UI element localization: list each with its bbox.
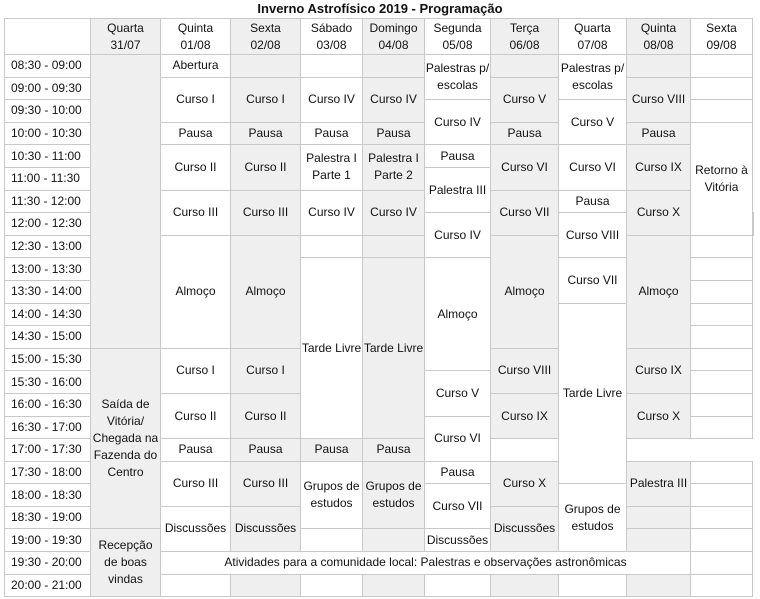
empty-cell bbox=[363, 55, 425, 78]
time-slot: 13:30 - 14:00 bbox=[5, 280, 91, 303]
event-cell: Almoço bbox=[425, 258, 491, 371]
empty-cell bbox=[691, 348, 753, 371]
empty-cell bbox=[691, 484, 753, 507]
event-cell: Pausa bbox=[491, 122, 559, 145]
event-cell: Pausa bbox=[301, 122, 363, 145]
event-cell: Retorno à Vitória bbox=[691, 122, 753, 235]
event-cell: Curso III bbox=[161, 461, 231, 506]
event-cell: Pausa bbox=[231, 122, 301, 145]
event-cell: Grupos de estudos bbox=[559, 484, 627, 552]
event-cell: Curso IX bbox=[491, 393, 559, 438]
time-slot: 19:00 - 19:30 bbox=[5, 529, 91, 552]
corner-cell bbox=[5, 19, 91, 55]
empty-cell bbox=[425, 574, 491, 597]
empty-cell bbox=[691, 416, 753, 439]
time-slot: 19:30 - 20:00 bbox=[5, 552, 91, 575]
time-slot: 12:00 - 12:30 bbox=[5, 213, 91, 236]
empty-cell bbox=[91, 55, 161, 349]
event-cell: Curso VII bbox=[559, 258, 627, 303]
empty-cell bbox=[627, 506, 691, 529]
event-cell: Curso V bbox=[559, 100, 627, 145]
event-cell: Pausa bbox=[231, 439, 301, 462]
event-cell: Discussões bbox=[491, 506, 559, 551]
schedule-table bbox=[4, 18, 754, 597]
time-row bbox=[5, 55, 754, 78]
event-cell: Curso IV bbox=[425, 100, 491, 145]
empty-cell bbox=[491, 55, 559, 78]
event-cell: Curso III bbox=[231, 461, 301, 506]
event-cell: Grupos de estudos bbox=[301, 461, 363, 529]
page-title: Inverno Astrofísico 2019 - Programação bbox=[257, 1, 503, 16]
event-cell: Pausa bbox=[161, 122, 231, 145]
day-header: Sábado 03/08 bbox=[301, 19, 363, 55]
event-cell: Curso II bbox=[161, 145, 231, 190]
event-cell: Curso V bbox=[491, 77, 559, 122]
event-cell: Abertura bbox=[161, 55, 231, 78]
empty-cell bbox=[691, 506, 753, 529]
empty-cell bbox=[231, 55, 301, 78]
event-cell: Curso I bbox=[231, 348, 301, 393]
empty-cell bbox=[691, 280, 753, 303]
event-cell: Curso X bbox=[627, 393, 691, 438]
time-slot: 09:00 - 09:30 bbox=[5, 77, 91, 100]
empty-cell bbox=[691, 529, 753, 552]
event-cell: Curso IV bbox=[425, 213, 491, 258]
time-slot: 10:30 - 11:00 bbox=[5, 145, 91, 168]
day-header: Quarta 31/07 bbox=[91, 19, 161, 55]
time-slot: 12:30 - 13:00 bbox=[5, 235, 91, 258]
event-cell: Curso VII bbox=[491, 190, 559, 235]
time-slot: 14:00 - 14:30 bbox=[5, 303, 91, 326]
empty-cell bbox=[363, 574, 425, 597]
event-cell: Curso IV bbox=[363, 190, 425, 235]
event-cell: Curso VI bbox=[425, 416, 491, 461]
time-slot: 10:00 - 10:30 bbox=[5, 122, 91, 145]
event-cell: Palestra I Parte 1 bbox=[301, 145, 363, 190]
empty-cell bbox=[363, 529, 425, 552]
event-cell: Curso II bbox=[231, 145, 301, 190]
empty-cell bbox=[691, 235, 753, 258]
event-cell: Curso VIII bbox=[559, 213, 627, 258]
day-header: Sexta 02/08 bbox=[231, 19, 301, 55]
empty-cell bbox=[301, 574, 363, 597]
time-slot: 17:30 - 18:00 bbox=[5, 461, 91, 484]
event-cell: Grupos de estudos bbox=[363, 461, 425, 529]
empty-cell bbox=[691, 258, 753, 281]
empty-cell bbox=[691, 77, 753, 100]
day-header: Sexta 09/08 bbox=[691, 19, 753, 55]
time-slot: 14:30 - 15:00 bbox=[5, 326, 91, 349]
day-header: Terça 06/08 bbox=[491, 19, 559, 55]
event-cell: Pausa bbox=[425, 461, 491, 484]
event-cell: Almoço bbox=[231, 235, 301, 348]
time-slot: 11:30 - 12:00 bbox=[5, 190, 91, 213]
empty-cell bbox=[691, 55, 753, 78]
event-cell: Curso II bbox=[231, 393, 301, 438]
time-slot: 18:00 - 18:30 bbox=[5, 484, 91, 507]
event-cell: Curso IV bbox=[301, 190, 363, 235]
time-slot: 16:00 - 16:30 bbox=[5, 393, 91, 416]
event-cell: Curso IX bbox=[627, 145, 691, 190]
event-cell: Curso II bbox=[161, 393, 231, 438]
empty-cell bbox=[691, 100, 753, 123]
time-row bbox=[5, 529, 754, 552]
event-cell: Pausa bbox=[627, 122, 691, 145]
empty-cell bbox=[161, 574, 231, 597]
event-cell: Discussões bbox=[231, 506, 301, 551]
day-header: Quinta 08/08 bbox=[627, 19, 691, 55]
empty-cell bbox=[301, 235, 363, 258]
time-slot: 08:30 - 09:00 bbox=[5, 55, 91, 78]
empty-cell bbox=[691, 552, 753, 575]
empty-cell bbox=[627, 529, 691, 552]
event-cell: Tarde Livre bbox=[559, 303, 627, 484]
empty-cell bbox=[301, 529, 363, 552]
event-cell: Discussões bbox=[161, 506, 231, 551]
day-header: Quarta 07/08 bbox=[559, 19, 627, 55]
event-cell: Pausa bbox=[161, 439, 231, 462]
event-cell: Tarde Livre bbox=[301, 258, 363, 439]
day-header: Domingo 04/08 bbox=[363, 19, 425, 55]
event-cell: Curso VII bbox=[425, 484, 491, 529]
event-cell: Recepção de boas vindas bbox=[91, 529, 161, 597]
event-cell: Curso VIII bbox=[627, 77, 691, 122]
event-cell: Curso X bbox=[491, 461, 559, 506]
event-cell: Almoço bbox=[627, 235, 691, 348]
time-slot: 17:00 - 17:30 bbox=[5, 439, 91, 462]
empty-cell bbox=[691, 371, 753, 394]
event-cell: Palestra I Parte 2 bbox=[363, 145, 425, 190]
empty-cell bbox=[691, 574, 753, 597]
empty-cell bbox=[301, 55, 363, 78]
empty-cell bbox=[691, 303, 753, 326]
empty-cell bbox=[627, 574, 691, 597]
event-cell: Curso I bbox=[231, 77, 301, 122]
event-cell: Palestras p/ escolas bbox=[559, 55, 627, 100]
event-cell: Saída de Vitória/ Chegada na Fazenda do Centro bbox=[91, 348, 161, 529]
event-cell: Curso IX bbox=[627, 348, 691, 393]
event-cell: Curso III bbox=[231, 190, 301, 235]
event-cell: Palestra III bbox=[627, 461, 691, 506]
empty-cell bbox=[491, 439, 559, 462]
event-cell: Almoço bbox=[161, 235, 231, 348]
event-cell: Almoço bbox=[491, 235, 559, 348]
event-cell: Pausa bbox=[425, 145, 491, 168]
event-cell: Curso III bbox=[161, 190, 231, 235]
time-slot: 18:30 - 19:00 bbox=[5, 506, 91, 529]
event-cell: Discussões bbox=[425, 529, 491, 552]
event-cell: Palestra III bbox=[425, 167, 491, 212]
event-cell: Curso X bbox=[627, 190, 691, 235]
empty-cell bbox=[691, 326, 753, 349]
day-header: Segunda 05/08 bbox=[425, 19, 491, 55]
empty-cell bbox=[231, 574, 301, 597]
event-cell: Tarde Livre bbox=[363, 258, 425, 439]
time-slot: 13:00 - 13:30 bbox=[5, 258, 91, 281]
event-cell: Curso I bbox=[161, 348, 231, 393]
event-cell: Curso I bbox=[161, 77, 231, 122]
event-cell: Pausa bbox=[363, 122, 425, 145]
empty-cell bbox=[559, 574, 627, 597]
event-cell: Curso VI bbox=[559, 145, 627, 190]
event-cell: Curso IV bbox=[301, 77, 363, 122]
time-slot: 15:30 - 16:00 bbox=[5, 371, 91, 394]
event-cell: Curso VIII bbox=[491, 348, 559, 393]
event-cell: Palestras p/ escolas bbox=[425, 55, 491, 100]
time-slot: 15:00 - 15:30 bbox=[5, 348, 91, 371]
empty-cell bbox=[753, 213, 754, 236]
header-row bbox=[5, 19, 754, 55]
empty-cell bbox=[691, 393, 753, 416]
empty-cell bbox=[491, 574, 559, 597]
time-slot: 11:00 - 11:30 bbox=[5, 167, 91, 190]
event-cell: Pausa bbox=[301, 439, 363, 462]
event-cell: Pausa bbox=[363, 439, 425, 462]
time-slot: 20:00 - 21:00 bbox=[5, 574, 91, 597]
time-slot: 16:30 - 17:00 bbox=[5, 416, 91, 439]
day-header: Quinta 01/08 bbox=[161, 19, 231, 55]
event-cell: Curso V bbox=[425, 371, 491, 416]
event-cell: Curso VI bbox=[491, 145, 559, 190]
event-cell: Curso IV bbox=[363, 77, 425, 122]
empty-cell bbox=[363, 235, 425, 258]
empty-cell bbox=[627, 55, 691, 78]
event-cell: Pausa bbox=[559, 190, 627, 213]
community-activities: Atividades para a comunidade local: Palestras e observações astronômicas bbox=[161, 552, 691, 575]
time-slot: 09:30 - 10:00 bbox=[5, 100, 91, 123]
empty-cell bbox=[691, 461, 753, 484]
